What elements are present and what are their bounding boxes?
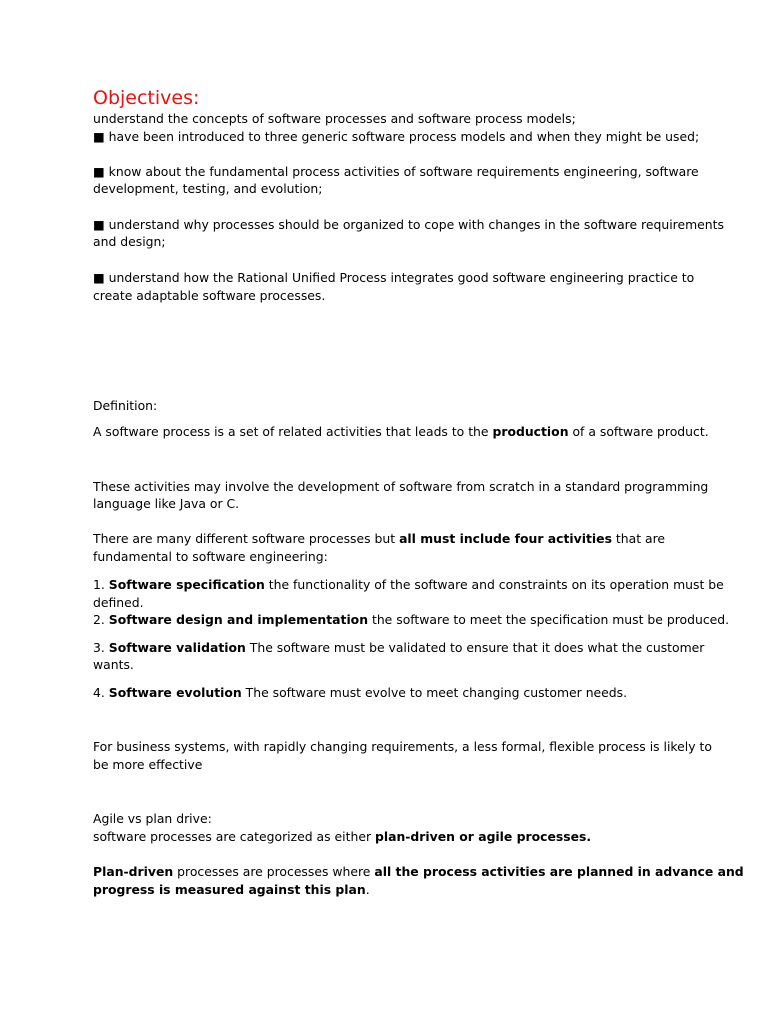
plan-driven-paragraph-cont — [93, 881, 683, 899]
bullet-square-icon: ■ — [93, 129, 105, 144]
objective-item-2-text: know about the fundamental process activities of software requirements engineering, software — [108, 164, 699, 179]
definition-paragraph — [93, 423, 709, 441]
activity-description: The software must be validated to ensure that it does what the customer — [245, 640, 705, 655]
activity-number: 3. — [93, 640, 109, 655]
plan-driven-paragraph — [93, 863, 744, 881]
activity-item-1-cont: defined. — [93, 595, 144, 610]
activity-number: 4. — [93, 685, 109, 700]
activity-description: The software must evolve to meet changing customer needs. — [241, 685, 628, 700]
definition-text: A software process is a set of related activities that leads to the — [93, 424, 493, 439]
agile-text: software processes are categorized as either — [93, 829, 375, 844]
business-paragraph-cont: be more effective — [93, 757, 203, 772]
agile-label: Agile vs plan drive: — [93, 811, 212, 826]
activity-title: Software design and implementation — [108, 612, 369, 627]
objective-item-2-cont: development, testing, and evolution; — [93, 181, 323, 196]
four-activities-paragraph-cont: fundamental to software engineering: — [93, 549, 328, 564]
activities-paragraph-cont: language like Java or C. — [93, 496, 240, 511]
bullet-square-icon: ■ — [93, 164, 105, 179]
objective-item-4 — [93, 269, 695, 287]
activity-number: 1. — [93, 577, 109, 592]
four-activities-paragraph — [93, 530, 683, 548]
activity-title: Software specification — [108, 577, 265, 592]
bullet-square-icon: ■ — [93, 270, 105, 285]
definition-label: Definition: — [93, 398, 158, 413]
four-activities-text: There are many different software processes but — [93, 531, 400, 546]
bullet-square-icon: ■ — [93, 217, 105, 232]
objective-item-4-text: understand how the Rational Unified Process integrates good software engineering practice to — [108, 270, 695, 285]
plan-driven-bold: all the process activities are planned in advance and — [374, 864, 744, 879]
business-paragraph: For business systems, with rapidly changing requirements, a less formal, flexible process is likely to — [93, 739, 712, 754]
activity-description: the functionality of the software and constraints on its operation must be — [264, 577, 724, 592]
definition-text-end: of a software product. — [568, 424, 709, 439]
four-activities-text-end: that are — [611, 531, 666, 546]
activity-item-3-cont: wants. — [93, 657, 134, 672]
plan-driven-text: processes are processes where — [173, 864, 375, 879]
agile-bold: plan-driven or agile processes. — [374, 829, 592, 844]
objective-item-1-text: have been introduced to three generic software process models and when they might be used; — [108, 129, 700, 144]
activity-description: the software to meet the specification must be produced. — [368, 612, 730, 627]
activity-number: 2. — [93, 612, 109, 627]
plan-driven-term: Plan-driven — [93, 864, 174, 879]
definition-bold: production — [492, 424, 569, 439]
objective-item-2 — [93, 163, 699, 181]
activity-item-3 — [93, 639, 705, 657]
objective-item-4-cont: create adaptable software processes. — [93, 288, 326, 303]
activity-item-1 — [93, 576, 724, 594]
objective-item-1 — [93, 128, 700, 146]
activity-title: Software evolution — [108, 685, 242, 700]
activity-item-4 — [93, 684, 683, 702]
objectives-heading: Objectives: — [93, 87, 200, 109]
activity-item-2 — [93, 611, 730, 629]
agile-paragraph — [93, 828, 683, 846]
activity-title: Software validation — [108, 640, 246, 655]
objectives-intro: understand the concepts of software processes and software process models; — [93, 111, 576, 126]
plan-driven-period: . — [365, 882, 370, 897]
objective-item-3-text: understand why processes should be organized to cope with changes in the software requirements — [108, 217, 724, 232]
activities-paragraph: These activities may involve the development of software from scratch in a standard programming — [93, 479, 709, 494]
objective-item-3-cont: and design; — [93, 234, 166, 249]
four-activities-bold: all must include four activities — [399, 531, 612, 546]
objective-item-3 — [93, 216, 724, 234]
plan-driven-bold-cont: progress is measured against this plan — [93, 882, 366, 897]
